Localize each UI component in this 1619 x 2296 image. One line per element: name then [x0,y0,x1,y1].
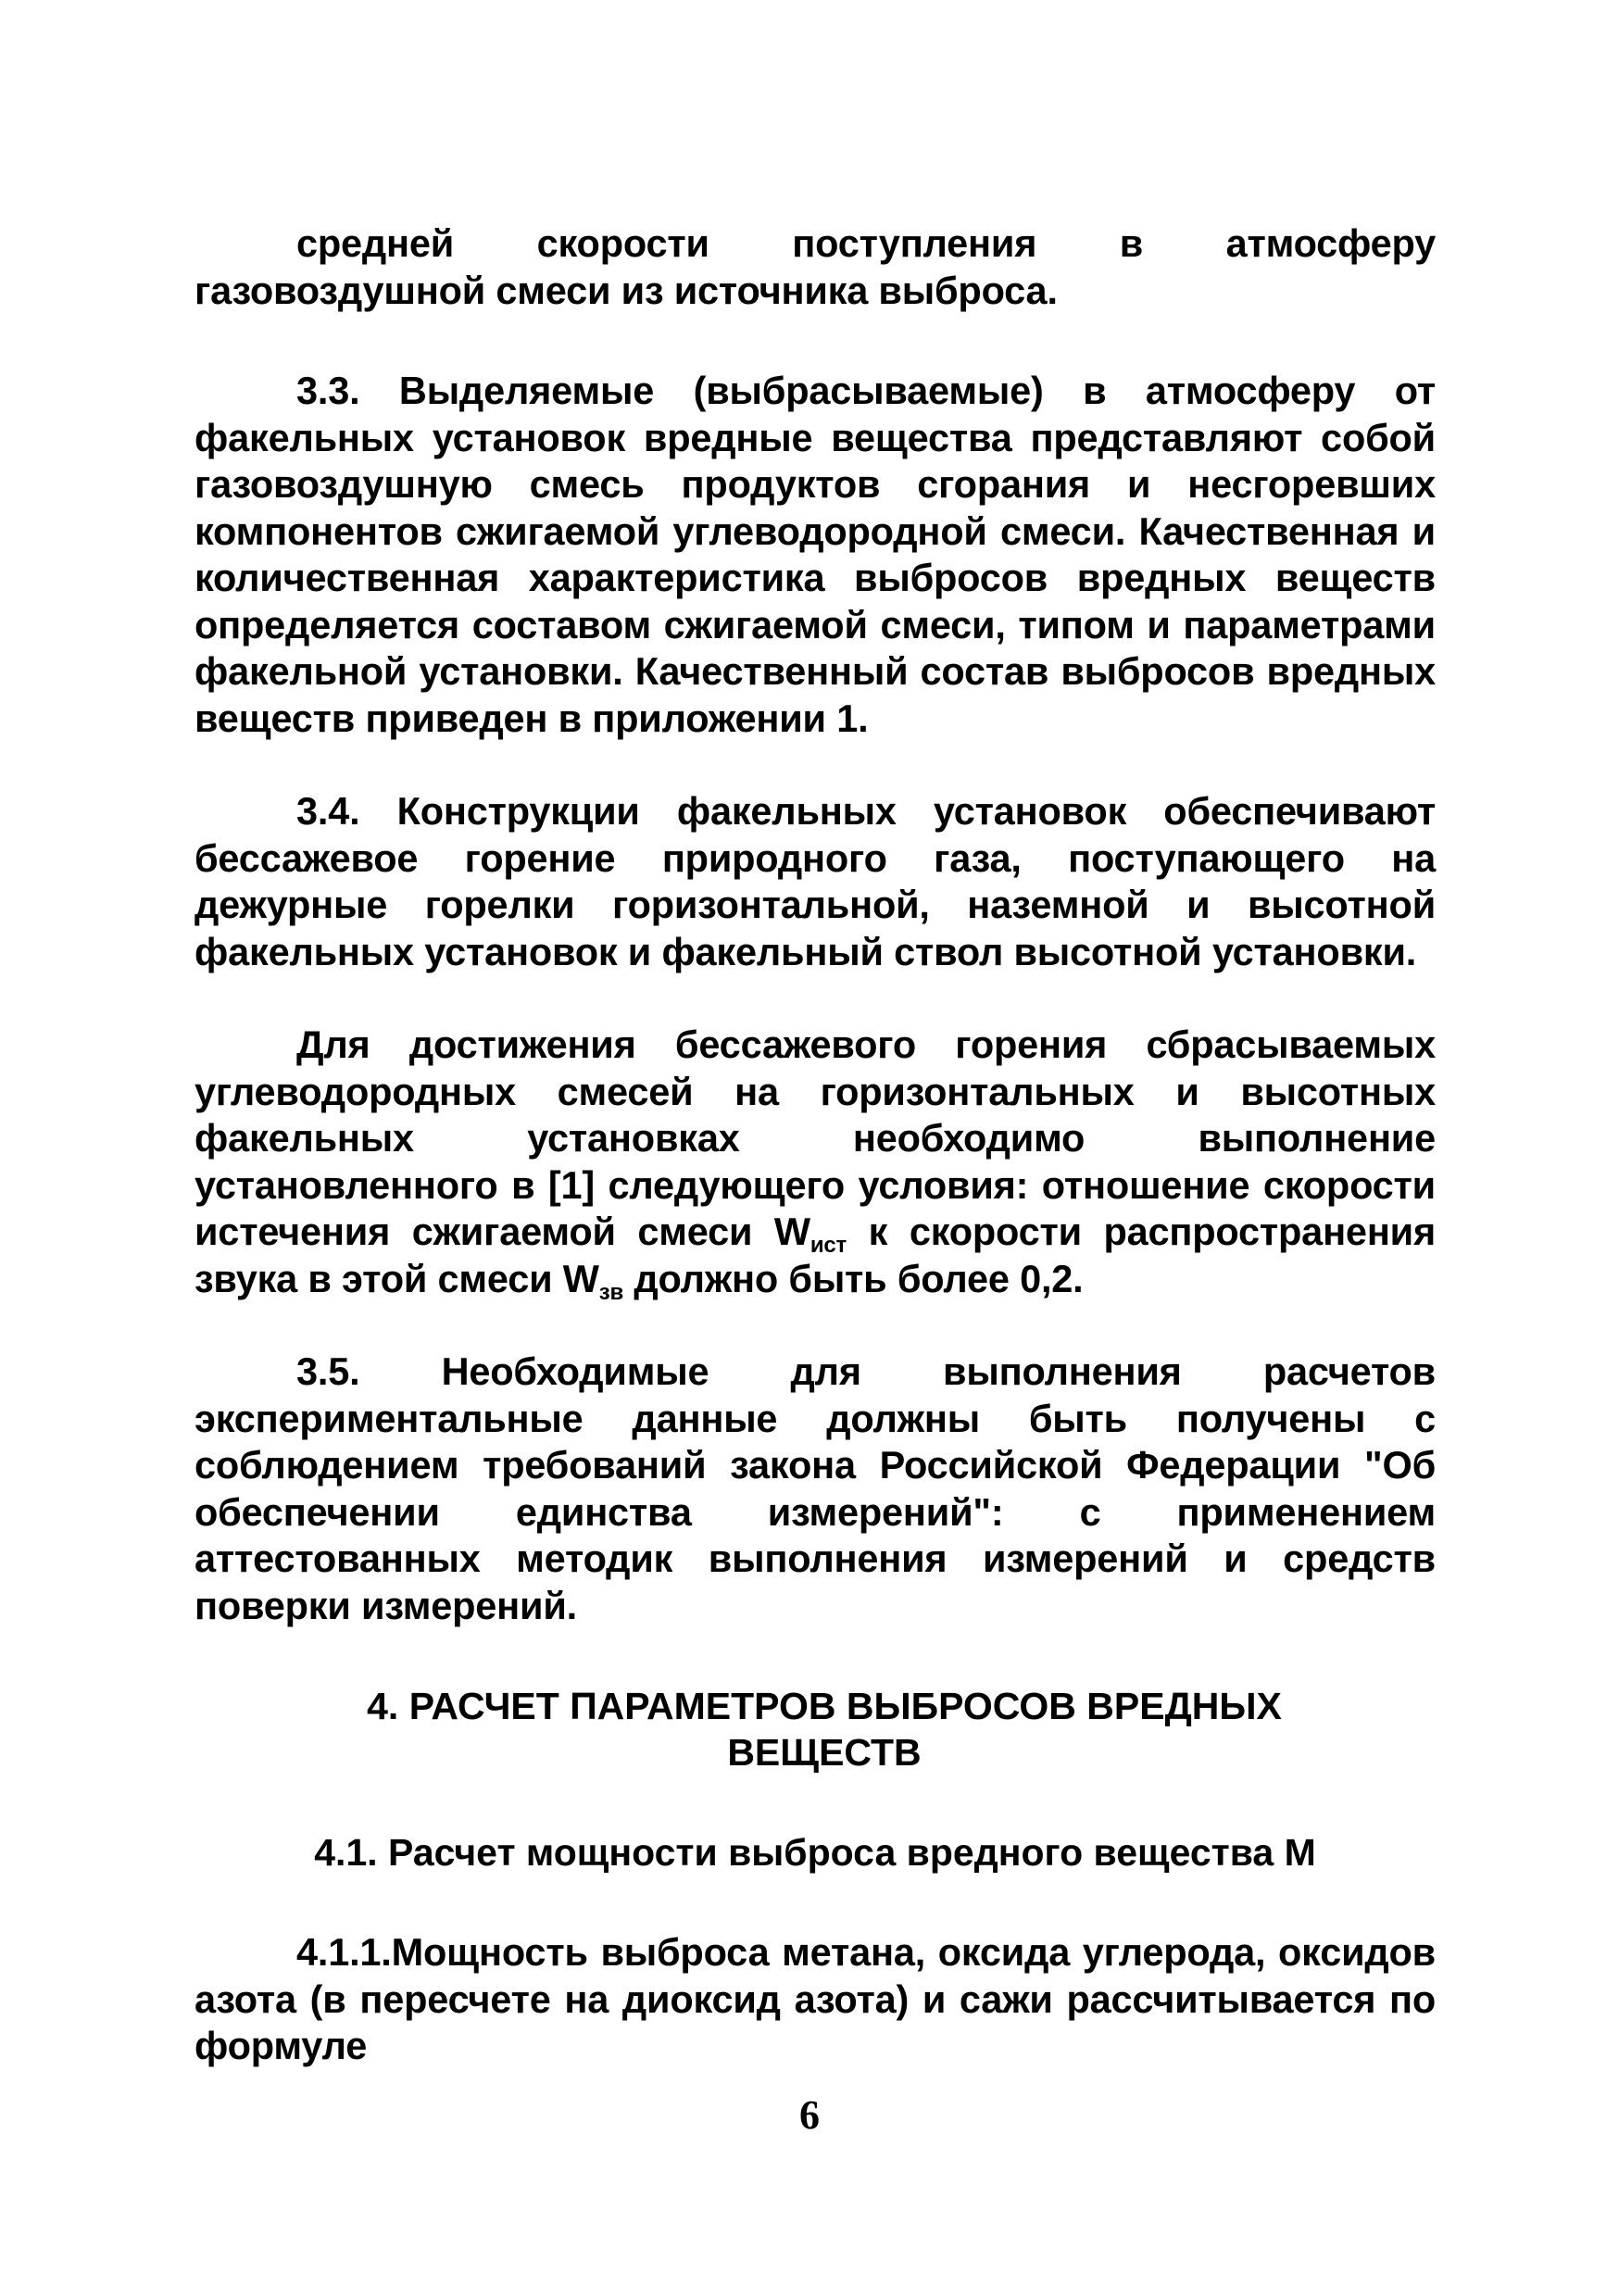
continuation-text: средней скорости поступления в атмосферу газовоздушной смеси из источника выброса. [195,221,1436,312]
document-page [195,220,1436,2240]
w-ist-subscript: ист [810,1233,847,1258]
w-zv-subscript: зв [598,1279,624,1305]
section-4-title-line1: 4. РАСЧЕТ ПАРАМЕТРОВ ВЫБРОСОВ ВРЕДНЫХ [367,1685,1282,1727]
paragraph-4-1-1: 4.1.1.Мощность выброса метана, оксида углерода, оксидов азота (в пересчете на диоксид азота) и сажи рассчитывается по формуле [195,1930,1436,2067]
section-4-title-line2: ВЕЩЕСТВ [727,1731,922,1774]
paragraph-3-4: 3.4. Конструкции факельных установок обеспечивают бессажевое горение природного газа, поступающего на дежурные горелки горизонтальной, наземной и высотной факельных установок и факельный ствол высотной установки. [195,789,1436,973]
paragraph-3-5: 3.5. Необходимые для выполнения расчетов экспериментальные данные должны быть получены с соблюдением требований закона Российской Федерации "Об обеспечении единства измерений": с применением аттестованных методик выполнения измерений и средств поверки измерений. [195,1349,1436,1627]
condition-text-end: должно быть более 0,2. [623,1256,1084,1300]
paragraph-3-3: 3.3. Выделяемые (выбрасываемые) в атмосферу от факельных установок вредные вещества представляют собой газовоздушную смесь продуктов сгорания и несгоревших компонентов сжигаемой углеводородной смеси. Качественная и количественная характеристика выбросов вредных веществ определяется составом сжигаемой смеси, типом и параметрами факельной установки. Качественный состав выбросов вредных веществ приведен в приложении 1. [195,369,1436,740]
page-number: 6 [799,2092,820,2138]
paragraph-condition [195,1022,1437,1305]
section-4-1-title: 4.1. Расчет мощности выброса вредного вещества М [314,1831,1316,1874]
section-4-heading [195,1683,1436,1775]
condition-text-middle: к скорости распространения звука в этой смеси W [195,1210,1437,1300]
condition-text-start: Для достижения бессажевого горения сбрасываемых углеводородных смесей на горизонтальных и высотных факельных установках необходимо выполнение установленного в [1] следующего условия: отношение скорости истечения сжигаемой смеси W [195,1023,1436,1253]
paragraph-continuation [195,220,1436,314]
